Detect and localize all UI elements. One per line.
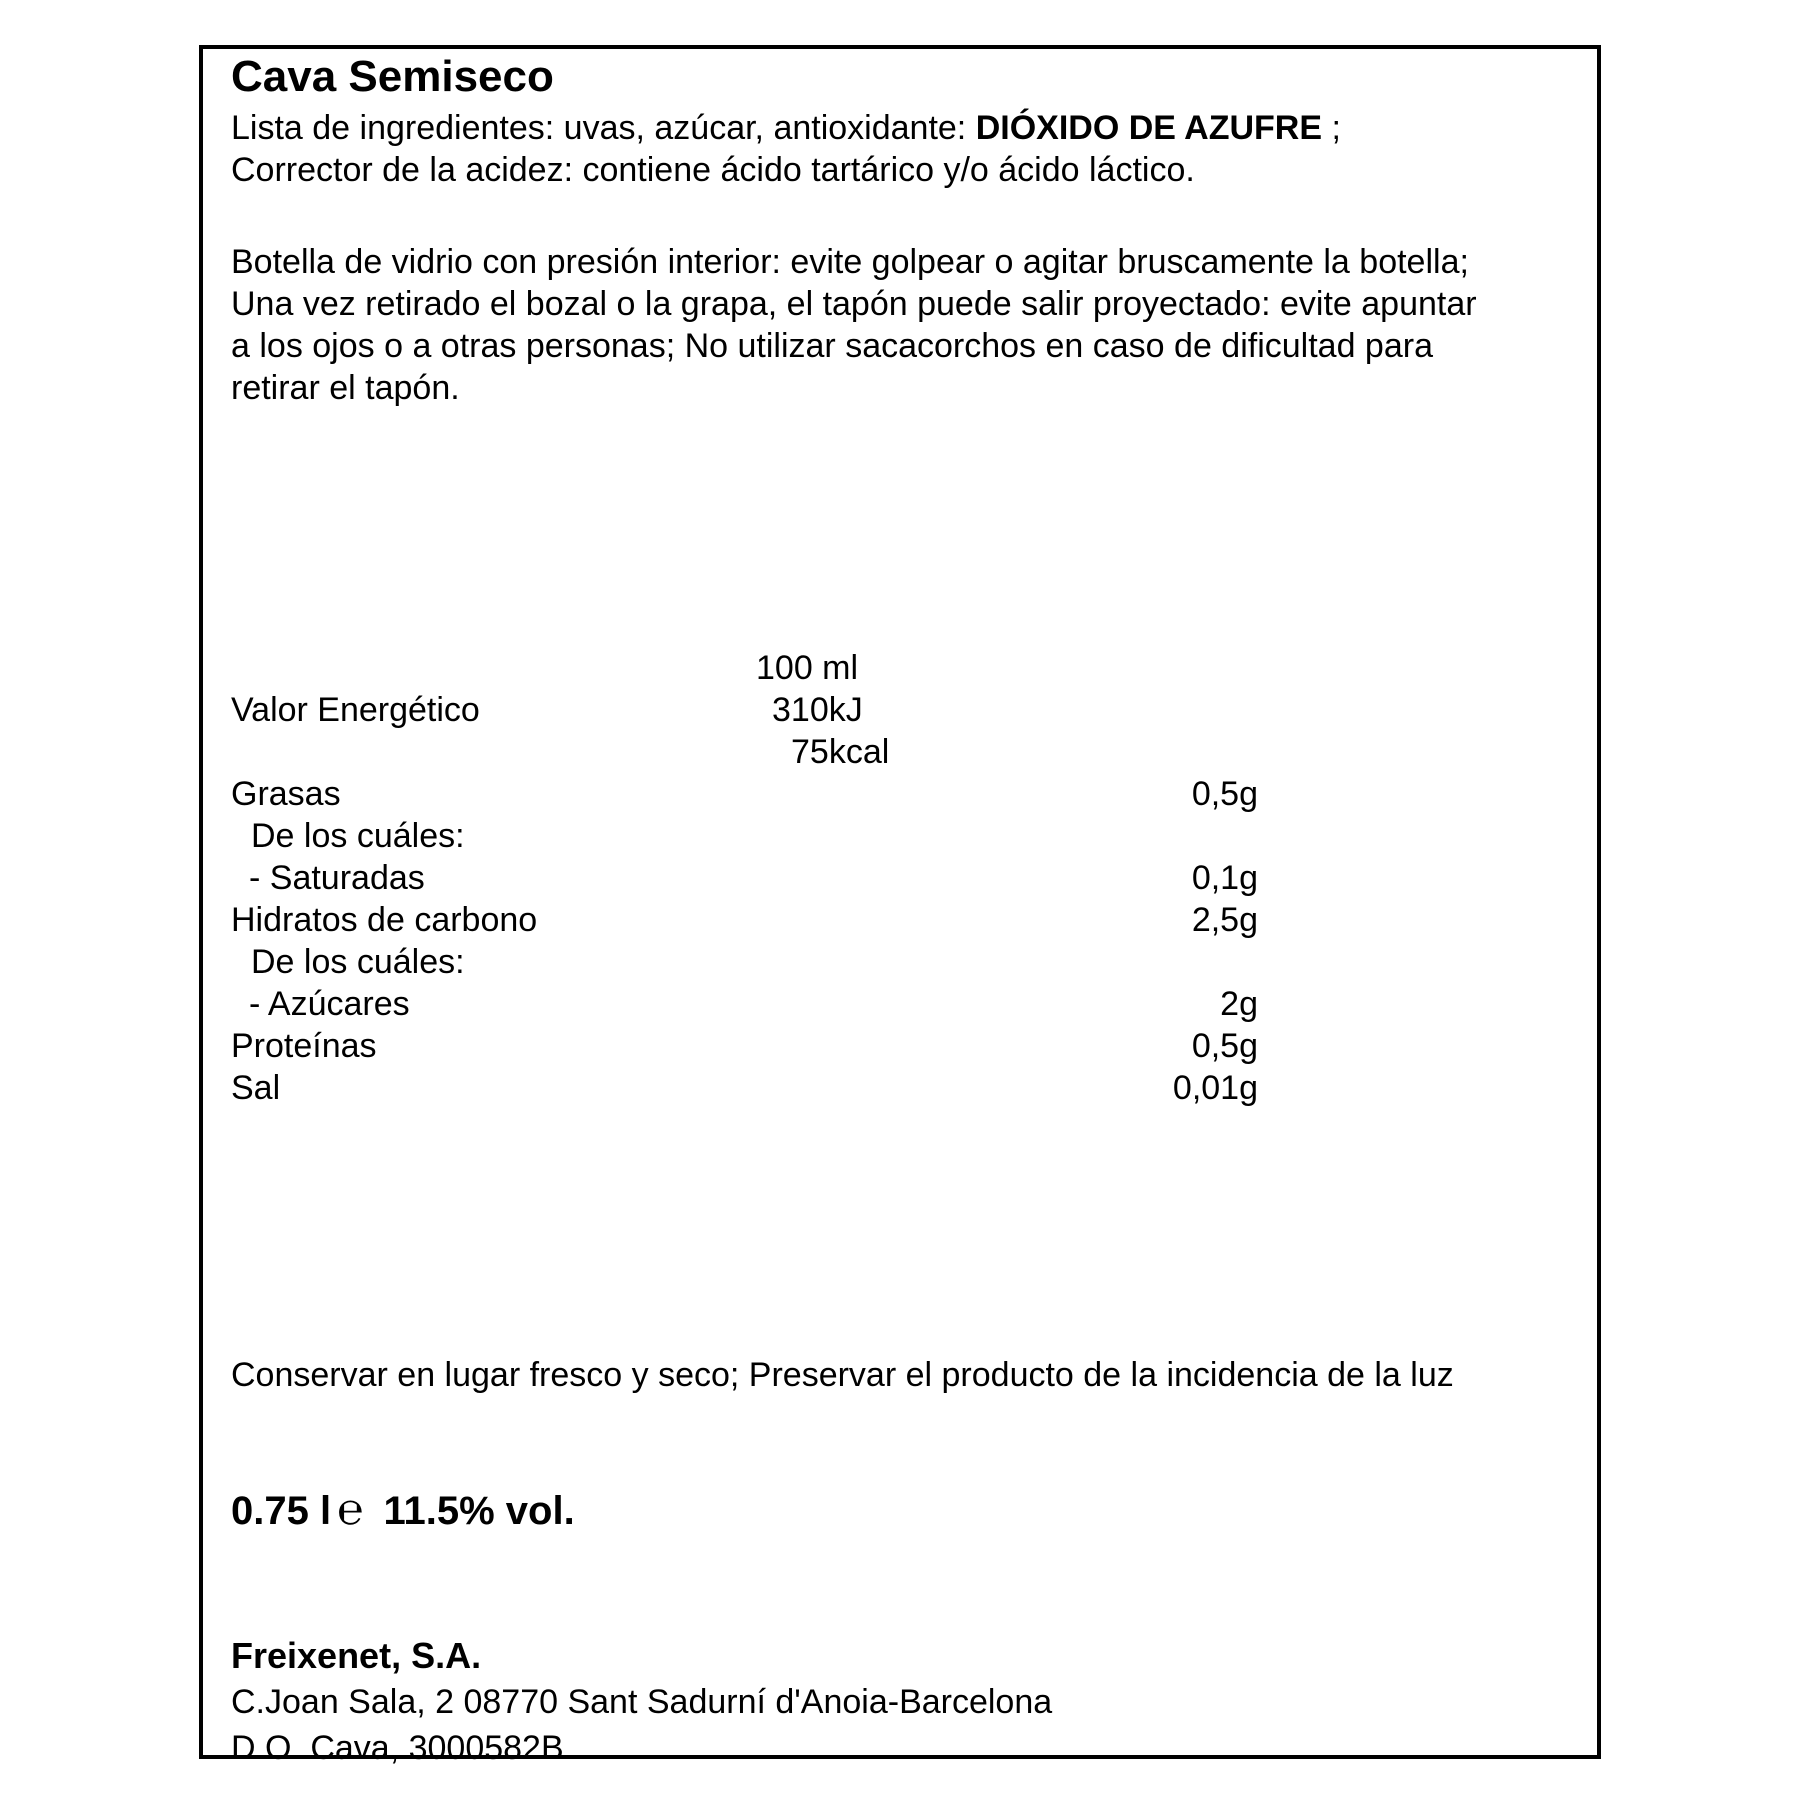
energy-label: Valor Energético [231,691,480,729]
ingredients-line-2: Corrector de la acidez: contiene ácido tartárico y/o ácido láctico. [231,151,1195,189]
nutrition-row-label: Sal [231,1069,281,1107]
nutrition-row-value: 2,5g [1191,901,1258,939]
product-title: Cava Semiseco [231,52,554,101]
nutrition-row [231,1027,1258,1069]
ingredients-prefix: Lista de ingredientes: uvas, azúcar, antioxidante: [231,109,976,147]
energy-kcal: 75kcal [791,733,890,771]
nutrition-row [231,775,1258,817]
nutrition-row-label: - Azúcares [249,985,410,1023]
nutrition-row [231,943,1231,985]
nutrition-table [231,649,1258,1111]
nutrition-row [231,1069,1258,1111]
nutrition-row-label: Grasas [231,775,341,813]
designation-of-origin: D.O. Cava, 3000582B [231,1729,564,1767]
nutrition-header-row [231,649,1231,691]
nutrition-row-label: De los cuáles: [251,817,465,855]
nutrition-row [231,817,1231,859]
energy-kj: 310kJ [772,691,863,729]
nutrition-row-label: De los cuáles: [251,943,465,981]
nutrition-row [231,985,1258,1027]
warning-line-1: Botella de vidrio con presión interior: evite golpear o agitar bruscamente la botella; [231,243,1469,281]
volume-line [231,1486,575,1535]
estimated-sign-icon: ℮ [337,1485,364,1534]
nutrition-row [231,901,1258,943]
nutrition-row-label: Hidratos de carbono [231,901,538,939]
nutrition-row [231,859,1258,901]
ingredients-suffix: ; [1322,109,1341,147]
net-volume: 0.75 l [231,1489,332,1533]
ingredients-list [231,107,1341,191]
nutrition-row-value: 0,5g [1191,1027,1258,1065]
producer-address: C.Joan Sala, 2 08770 Sant Sadurní d'Anoia-Barcelona [231,1683,1053,1721]
nutrition-row-value: 0,1g [1191,859,1258,897]
nutrition-row-value: 0,5g [1191,775,1258,813]
warning-line-4: retirar el tapón. [231,369,460,407]
product-label [199,45,1601,1767]
nutrition-row-label: - Saturadas [249,859,425,897]
alcohol-content: 11.5% vol. [383,1489,575,1533]
nutrition-row-value: 0,01g [1172,1069,1258,1107]
nutrition-row-label: Proteínas [231,1027,377,1065]
nutrition-row-value: 2g [1220,985,1258,1023]
energy-kcal-row [231,733,1231,775]
energy-row [231,691,1231,733]
nutrition-header: 100 ml [756,649,859,687]
allergen-text: DIÓXIDO DE AZUFRE [975,109,1323,147]
storage-instructions: Conservar en lugar fresco y seco; Preservar el producto de la incidencia de la luz [231,1356,1454,1394]
ingredients-line-1 [231,107,1341,149]
warning-line-2: Una vez retirado el bozal o la grapa, el tapón puede salir proyectado: evite apuntar [231,285,1477,323]
safety-warning [231,241,1477,409]
warning-line-3: a los ojos o a otras personas; No utilizar sacacorchos en caso de dificultad para [231,327,1433,365]
producer-name: Freixenet, S.A. [231,1635,482,1676]
